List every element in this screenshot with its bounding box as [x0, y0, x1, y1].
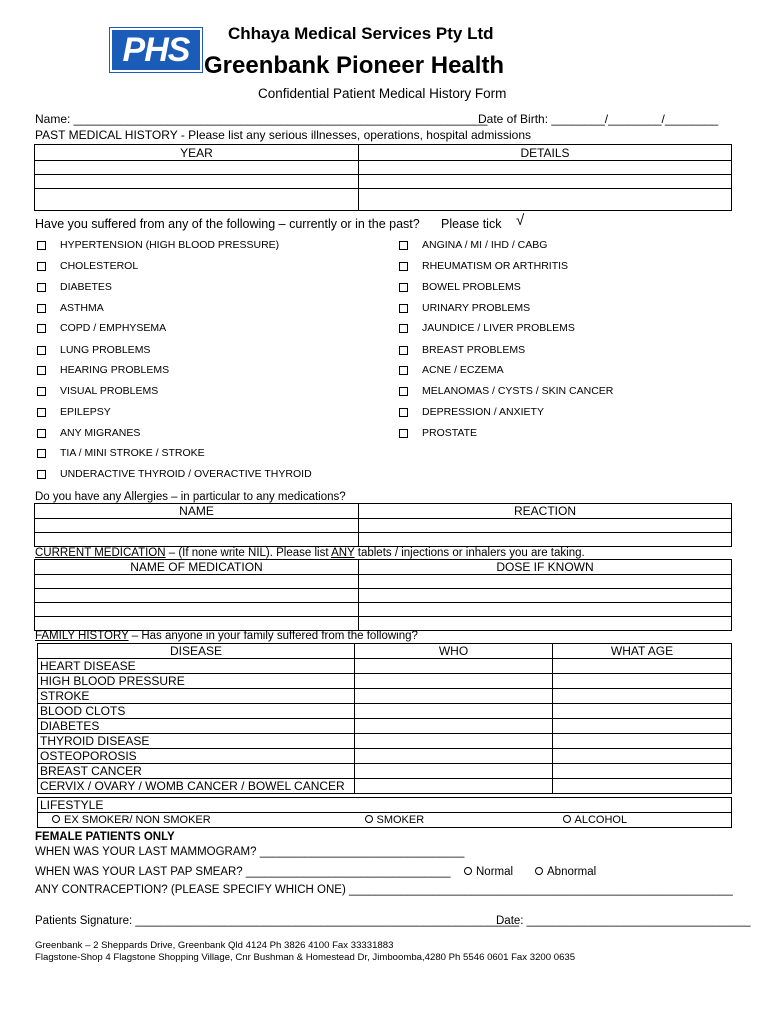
medication-name-cell[interactable] — [35, 603, 359, 617]
condition-checkbox[interactable] — [399, 239, 547, 251]
family-age-cell[interactable] — [553, 779, 732, 794]
tick-prompt: Please tick — [441, 217, 502, 231]
condition-label: JAUNDICE / LIVER PROBLEMS — [422, 322, 575, 334]
condition-label: LUNG PROBLEMS — [60, 344, 151, 356]
condition-label: ANGINA / MI / IHD / CABG — [422, 239, 548, 251]
family-who-cell[interactable] — [355, 659, 553, 674]
lifestyle-option-label: ALCOHOL — [574, 814, 628, 826]
checkbox-box[interactable] — [37, 283, 46, 292]
condition-label: COPD / EMPHYSEMA — [60, 322, 167, 334]
radio-icon[interactable] — [464, 867, 472, 875]
footer-greenbank: Greenbank – 2 Sheppards Drive, Greenbank Qld 4124 Ph 3826 4100 Fax 33331883 — [35, 940, 394, 951]
medication-heading-title: CURRENT MEDICATION — [35, 547, 166, 559]
checkbox-box[interactable] — [399, 408, 408, 417]
col-allergy-name: NAME — [35, 504, 359, 519]
condition-checkbox[interactable] — [399, 385, 613, 397]
checkbox-box[interactable] — [37, 408, 46, 417]
lifestyle-option-smoker[interactable] — [363, 813, 561, 828]
allergy-name-cell[interactable] — [35, 519, 359, 533]
signature-field[interactable]: Patients Signature: ____________________________________________________________ — [35, 915, 520, 927]
condition-label: ANY MIGRANES — [60, 427, 141, 439]
family-who-cell[interactable] — [355, 764, 553, 779]
condition-label: TIA / MINI STROKE / STROKE — [60, 447, 205, 459]
checkbox-box[interactable] — [37, 346, 46, 355]
lifestyle-option-label: EX SMOKER/ NON SMOKER — [64, 814, 211, 826]
medication-heading-text: – (If none write NIL). Please list — [165, 547, 332, 559]
family-who-cell[interactable] — [355, 689, 553, 704]
condition-label: BOWEL PROBLEMS — [422, 281, 521, 293]
checkbox-box[interactable] — [37, 304, 46, 313]
family-age-cell[interactable] — [553, 719, 732, 734]
family-disease: BREAST CANCER — [38, 764, 355, 779]
medication-heading — [35, 547, 585, 559]
family-disease: HEART DISEASE — [38, 659, 355, 674]
family-who-cell[interactable] — [355, 719, 553, 734]
lifestyle-heading: LIFESTYLE — [38, 798, 732, 813]
condition-checkbox[interactable] — [37, 385, 158, 397]
lifestyle-option-label: SMOKER — [376, 814, 425, 826]
condition-checkbox[interactable] — [37, 322, 166, 334]
pap-normal-option[interactable] — [464, 866, 513, 878]
col-year: YEAR — [35, 145, 359, 161]
family-age-cell[interactable] — [553, 659, 732, 674]
medication-name-cell[interactable] — [35, 575, 359, 589]
family-age-cell[interactable] — [553, 749, 732, 764]
condition-label: VISUAL PROBLEMS — [60, 385, 159, 397]
col-disease: DISEASE — [38, 644, 355, 659]
dob-field[interactable]: Date of Birth: ________/________/________ — [478, 112, 719, 126]
allergy-name-cell[interactable] — [35, 533, 359, 547]
condition-checkbox[interactable] — [37, 364, 169, 376]
condition-label: DEPRESSION / ANXIETY — [422, 406, 544, 418]
condition-checkbox[interactable] — [37, 302, 104, 314]
radio-icon[interactable] — [535, 867, 543, 875]
past-year-cell[interactable] — [35, 175, 359, 189]
mammogram-field[interactable]: WHEN WAS YOUR LAST MAMMOGRAM? ________________________________ — [35, 846, 465, 858]
checkbox-box[interactable] — [399, 283, 408, 292]
form-title: Confidential Patient Medical History Form — [258, 86, 507, 101]
col-dose: DOSE IF KNOWN — [359, 560, 732, 575]
condition-checkbox[interactable] — [399, 427, 477, 439]
lifestyle-option-ex-smoker[interactable] — [38, 813, 363, 828]
allergy-reaction-cell[interactable] — [359, 519, 732, 533]
family-disease: OSTEOPOROSIS — [38, 749, 355, 764]
conditions-question: Have you suffered from any of the following – currently or in the past? — [35, 217, 420, 231]
condition-checkbox[interactable] — [37, 406, 111, 418]
past-year-cell[interactable] — [35, 161, 359, 175]
condition-label: EPILEPSY — [60, 406, 111, 418]
pap-option-label: Abnormal — [547, 866, 597, 878]
checkbox-box[interactable] — [399, 366, 408, 375]
family-who-cell[interactable] — [355, 749, 553, 764]
practice-name: Greenbank Pioneer Health — [204, 52, 505, 79]
checkbox-box[interactable] — [399, 304, 408, 313]
family-who-cell[interactable] — [355, 674, 553, 689]
col-details: DETAILS — [359, 145, 732, 161]
condition-label: URINARY PROBLEMS — [422, 302, 531, 314]
checkbox-box[interactable] — [399, 429, 408, 438]
medication-dose-cell[interactable] — [359, 589, 732, 603]
date-field[interactable]: Date: ___________________________________ — [496, 915, 751, 927]
radio-icon[interactable] — [52, 815, 60, 823]
condition-checkbox[interactable] — [37, 239, 279, 251]
contraception-field[interactable]: ANY CONTRACEPTION? (PLEASE SPECIFY WHICH ONE) ____________________________________________________________ — [35, 884, 733, 896]
condition-label: ASTHMA — [60, 302, 104, 314]
checkbox-box[interactable] — [399, 324, 408, 333]
condition-checkbox[interactable] — [399, 344, 525, 356]
condition-checkbox[interactable] — [37, 427, 140, 439]
past-history-heading: PAST MEDICAL HISTORY - Please list any serious illnesses, operations, hospital admissions — [35, 128, 531, 142]
condition-label: DIABETES — [60, 281, 112, 293]
pap-smear-field[interactable]: WHEN WAS YOUR LAST PAP SMEAR? ________________________________ — [35, 866, 451, 878]
radio-icon[interactable] — [563, 815, 571, 823]
footer-flagstone: Flagstone-Shop 4 Flagstone Shopping Village, Cnr Bushman & Homestead Dr, Jimboomba,4280 Ph 5546 0601 Fax 3200 0635 — [35, 952, 576, 963]
medication-table — [34, 559, 732, 631]
checkbox-box[interactable] — [399, 387, 408, 396]
condition-checkbox[interactable] — [37, 281, 112, 293]
pap-option-label: Normal — [476, 866, 514, 878]
family-disease: DIABETES — [38, 719, 355, 734]
radio-icon[interactable] — [365, 815, 373, 823]
family-age-cell[interactable] — [553, 704, 732, 719]
family-disease: THYROID DISEASE — [38, 734, 355, 749]
tick-mark: √ — [516, 212, 525, 229]
family-age-cell[interactable] — [553, 764, 732, 779]
checkbox-box[interactable] — [37, 262, 46, 271]
past-details-cell[interactable] — [359, 189, 732, 211]
condition-checkbox[interactable] — [37, 447, 205, 459]
phs-logo — [110, 28, 202, 72]
checkbox-box[interactable] — [399, 262, 408, 271]
condition-checkbox[interactable] — [399, 322, 575, 334]
checkbox-box[interactable] — [37, 324, 46, 333]
checkbox-box[interactable] — [37, 387, 46, 396]
condition-checkbox[interactable] — [399, 260, 568, 272]
lifestyle-option-alcohol[interactable] — [561, 813, 732, 828]
family-heading — [35, 630, 418, 642]
family-age-cell[interactable] — [553, 734, 732, 749]
medication-dose-cell[interactable] — [359, 575, 732, 589]
company-name: Chhaya Medical Services Pty Ltd — [228, 24, 494, 43]
condition-checkbox[interactable] — [37, 260, 138, 272]
lifestyle-table — [37, 797, 732, 828]
family-heading-text: – Has anyone in your family suffered from the following? — [128, 630, 418, 642]
condition-label: HEARING PROBLEMS — [60, 364, 170, 376]
checkbox-box[interactable] — [37, 366, 46, 375]
family-who-cell[interactable] — [355, 704, 553, 719]
col-medication-name: NAME OF MEDICATION — [35, 560, 359, 575]
family-table — [37, 643, 732, 794]
checkbox-box[interactable] — [399, 346, 408, 355]
checkbox-box[interactable] — [37, 449, 46, 458]
col-reaction: REACTION — [359, 504, 732, 519]
past-details-cell[interactable] — [359, 175, 732, 189]
condition-checkbox[interactable] — [399, 302, 530, 314]
family-disease: HIGH BLOOD PRESSURE — [38, 674, 355, 689]
checkbox-box[interactable] — [37, 470, 46, 479]
condition-label: RHEUMATISM OR ARTHRITIS — [422, 260, 569, 272]
family-disease: CERVIX / OVARY / WOMB CANCER / BOWEL CANCER — [38, 779, 355, 794]
name-field[interactable]: Name: ______________________________________________________________ — [35, 112, 488, 126]
condition-label: PROSTATE — [422, 427, 478, 439]
female-heading: FEMALE PATIENTS ONLY — [35, 831, 175, 843]
medication-dose-cell[interactable] — [359, 617, 732, 631]
condition-checkbox[interactable] — [399, 364, 504, 376]
past-history-table — [34, 144, 732, 211]
condition-label: UNDERACTIVE THYROID / OVERACTIVE THYROID — [60, 468, 312, 480]
condition-label: CHOLESTEROL — [60, 260, 139, 272]
medication-heading-text2: tablets / injections or inhalers you are taking. — [354, 547, 585, 559]
condition-label: HYPERTENSION (HIGH BLOOD PRESSURE) — [60, 239, 280, 251]
condition-label: ACNE / ECZEMA — [422, 364, 504, 376]
col-who: WHO — [355, 644, 553, 659]
condition-checkbox[interactable] — [37, 344, 150, 356]
logo-text: PHS — [122, 30, 190, 69]
checkbox-box[interactable] — [37, 241, 46, 250]
medication-heading-any: ANY — [331, 547, 355, 559]
family-disease: STROKE — [38, 689, 355, 704]
condition-checkbox[interactable] — [399, 406, 544, 418]
condition-checkbox[interactable] — [399, 281, 521, 293]
pap-abnormal-option[interactable] — [535, 866, 596, 878]
condition-label: BREAST PROBLEMS — [422, 344, 526, 356]
past-year-cell[interactable] — [35, 189, 359, 211]
family-age-cell[interactable] — [553, 674, 732, 689]
col-what-age: WHAT AGE — [553, 644, 732, 659]
medication-dose-cell[interactable] — [359, 603, 732, 617]
medication-name-cell[interactable] — [35, 589, 359, 603]
allergy-reaction-cell[interactable] — [359, 533, 732, 547]
checkbox-box[interactable] — [399, 241, 408, 250]
family-who-cell[interactable] — [355, 779, 553, 794]
family-heading-title: FAMILY HISTORY — [35, 630, 129, 642]
checkbox-box[interactable] — [37, 429, 46, 438]
condition-label: MELANOMAS / CYSTS / SKIN CANCER — [422, 385, 614, 397]
past-details-cell[interactable] — [359, 161, 732, 175]
family-who-cell[interactable] — [355, 734, 553, 749]
condition-checkbox[interactable] — [37, 468, 312, 480]
medication-name-cell[interactable] — [35, 617, 359, 631]
allergies-table — [34, 503, 732, 547]
family-disease: BLOOD CLOTS — [38, 704, 355, 719]
family-age-cell[interactable] — [553, 689, 732, 704]
allergies-question: Do you have any Allergies – in particular to any medications? — [35, 491, 346, 503]
